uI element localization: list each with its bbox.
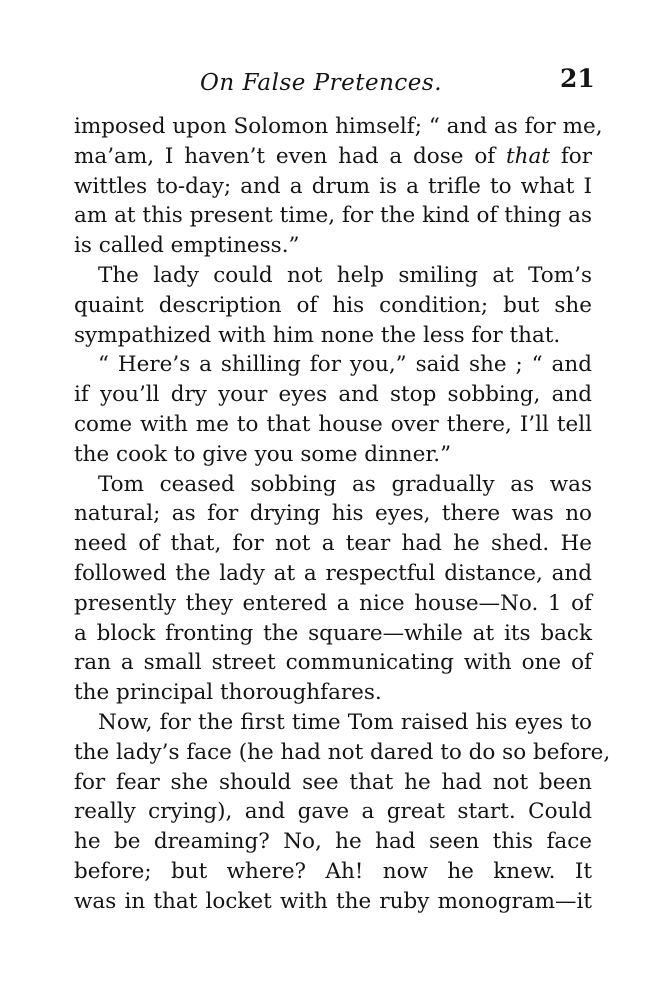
page-number: 21 — [560, 64, 595, 93]
body-text — [74, 112, 611, 917]
text-line: before; but where? Ah! now he knew. It — [74, 858, 592, 884]
text-line: need of that, for not a tear had he shed. He — [74, 531, 592, 557]
text-line: The lady could not help smiling at Tom’s — [98, 262, 592, 288]
text-line: the principal thoroughfares. — [74, 680, 382, 706]
text-line: Now, for the first time Tom raised his eyes to — [98, 709, 592, 735]
text-line: was in that locket with the ruby monogram—it — [74, 888, 592, 914]
text-line: the cook to give you some dinner.” — [74, 441, 452, 467]
text-line: ran a small street communicating with one of — [74, 650, 592, 676]
running-title: On False Pretences. — [200, 70, 443, 96]
text-line: sympathized with him none the less for that. — [74, 322, 561, 348]
text-line: he be dreaming? No, he had seen this face — [74, 829, 592, 855]
text-line: if you’ll dry your eyes and stop sobbing, and — [74, 382, 592, 408]
text-line: quaint description of his condition; but she — [74, 292, 592, 318]
running-head — [0, 64, 658, 104]
text-line: followed the lady at a respectful distance, and — [74, 560, 592, 586]
text-line: wittles to-day; and a drum is a trifle to what I — [74, 173, 592, 199]
text-line: presently they entered a nice house—No. 1 of — [74, 590, 592, 616]
text-line — [74, 142, 592, 172]
text-segment: for — [550, 143, 592, 169]
text-line: Tom ceased sobbing as gradually as was — [98, 471, 592, 497]
text-line: is called emptiness.” — [74, 233, 300, 259]
text-line: am at this present time, for the kind of thing as — [74, 203, 592, 229]
text-line: imposed upon Solomon himself; “ and as for me, — [74, 114, 603, 139]
text-line: really crying), and gave a great start. Could — [74, 799, 592, 825]
text-line: natural; as for drying his eyes, there was no — [74, 501, 592, 527]
text-segment: ma’am, I haven’t even had a dose of — [74, 143, 507, 169]
italic-emphasis: that — [506, 143, 550, 169]
text-line: “ Here’s a shilling for you,” said she ; “ and — [98, 352, 592, 378]
text-line: for fear she should see that he had not been — [74, 769, 592, 795]
text-line: come with me to that house over there, I’ll tell — [74, 411, 592, 437]
text-line: a block fronting the square—while at its back — [74, 620, 592, 646]
text-line: the lady’s face (he had not dared to do so before, — [74, 739, 611, 765]
